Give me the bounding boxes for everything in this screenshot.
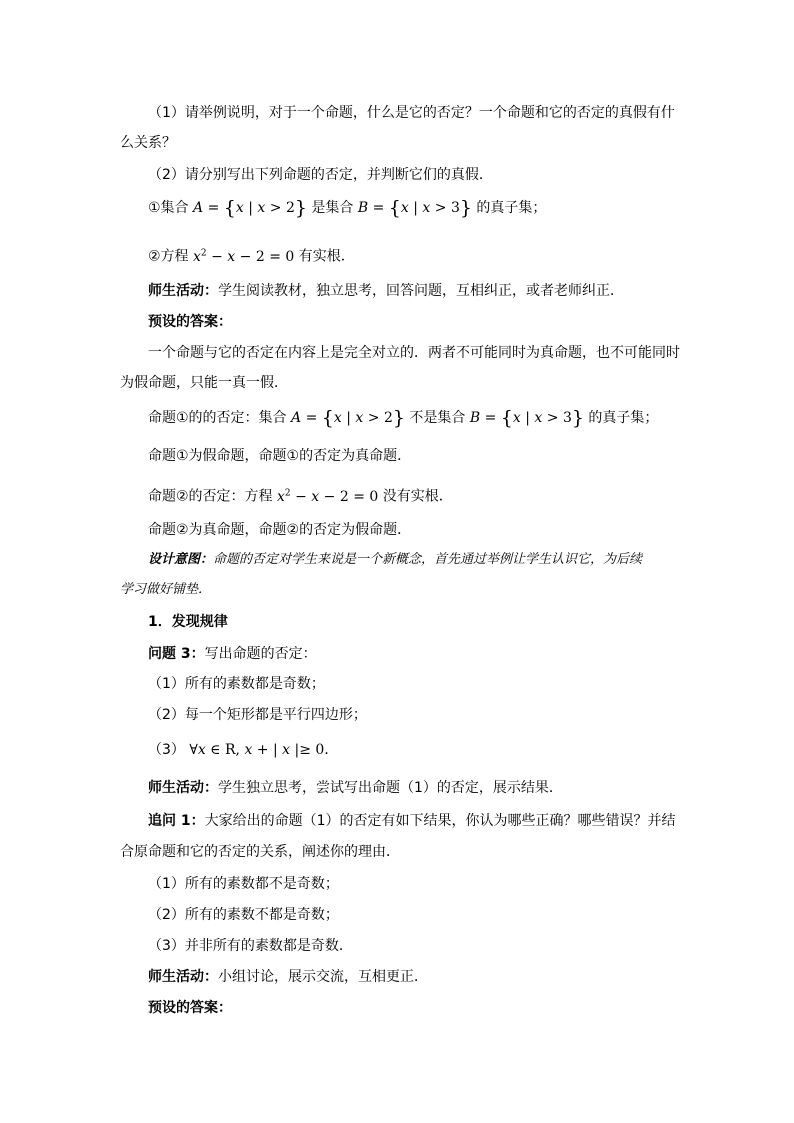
formula-set-a-2: A = {x | x > 2} bbox=[291, 407, 405, 429]
answer-line-2: 为假命题，只能一真一假． bbox=[120, 375, 288, 391]
follow-up-text: 大家给出的命题（1）的否定有如下结果，你认为哪些正确？哪些错误？并结 bbox=[204, 813, 676, 829]
design-intent-line-2: 学习做好铺垫． bbox=[120, 582, 212, 597]
negation-1-prefix: 命题①的的否定：集合 bbox=[148, 410, 287, 426]
formula-set-a: A = {x | x > 2} bbox=[193, 197, 307, 219]
item-1 bbox=[148, 199, 688, 217]
problem-item-3: （3） ∀x ∈ R, x + | x |≥ 0． bbox=[148, 742, 339, 758]
answer-line-1: 一个命题与它的否定在内容上是完全对立的．两者不可能同时为真命题，也不可能同时 bbox=[148, 345, 680, 361]
activity-2-label: 师生活动： bbox=[148, 780, 218, 796]
item-2 bbox=[148, 244, 688, 266]
formula-equation: $x^2 - x - 2 = 0$ bbox=[193, 248, 295, 265]
activity-1-text: 学生阅读教材，独立思考，回答问题，互相纠正，或者老师纠正． bbox=[218, 283, 624, 299]
result-2: （2）所有的素数不都是奇数； bbox=[148, 907, 339, 923]
truth-1: 命题①为假命题，命题①的否定为真命题． bbox=[148, 448, 412, 464]
item-1-mid: 是集合 bbox=[311, 200, 354, 216]
formula-forall: ∀x ∈ R, x + | x |≥ 0 bbox=[189, 742, 325, 758]
item-1-prefix: ①集合 bbox=[148, 200, 189, 216]
follow-up-line-1 bbox=[148, 812, 708, 830]
activity-3 bbox=[148, 968, 688, 986]
design-intent-label: 设计意图： bbox=[148, 552, 214, 567]
preset-answer-label-2: 预设的答案： bbox=[148, 1000, 232, 1016]
question-1-line-1: （1）请举例说明，对于一个命题，什么是它的否定？一个命题和它的否定的真假有什 bbox=[148, 105, 675, 121]
activity-3-text: 小组讨论，展示交流，互相更正． bbox=[218, 969, 428, 985]
problem-3 bbox=[148, 645, 688, 663]
formula-set-b-2: B = {x | x > 3} bbox=[469, 407, 584, 429]
problem-item-1: （1）所有的素数都是奇数； bbox=[148, 676, 325, 692]
design-intent-line-1 bbox=[148, 551, 688, 569]
follow-up-line-2: 合原命题和它的否定的关系，阐述你的理由． bbox=[120, 844, 400, 860]
problem-item-3-prefix: （3） bbox=[148, 742, 185, 758]
preset-answer-label-1: 预设的答案： bbox=[148, 314, 232, 330]
follow-up-label: 追问 1： bbox=[148, 813, 205, 829]
question-1-line-2: 么关系？ bbox=[120, 135, 176, 151]
negation-2-prefix: 命题②的否定：方程 bbox=[148, 488, 273, 505]
activity-1-label: 师生活动： bbox=[148, 283, 218, 299]
design-intent-text: 命题的否定对学生来说是一个新概念，首先通过举例让学生认识它，为后续 bbox=[213, 552, 643, 567]
negation-2-suffix: 没有实根． bbox=[382, 488, 453, 505]
problem-3-text: 写出命题的否定： bbox=[204, 646, 317, 662]
negation-2 bbox=[148, 484, 688, 506]
negation-1-suffix: 的真子集； bbox=[588, 410, 659, 426]
section-heading: 1．发现规律 bbox=[148, 614, 228, 630]
problem-item-2: （2）每一个矩形都是平行四边形； bbox=[148, 707, 367, 723]
activity-2 bbox=[148, 779, 688, 797]
item-2-suffix: 有实根． bbox=[298, 248, 355, 265]
item-2-prefix: ②方程 bbox=[148, 248, 189, 265]
activity-1 bbox=[148, 282, 688, 300]
item-1-suffix: 的真子集； bbox=[476, 200, 547, 216]
negation-1 bbox=[148, 409, 688, 427]
formula-set-b: B = {x | x > 3} bbox=[357, 197, 472, 219]
question-2: （2）请分别写出下列命题的否定，并判断它们的真假． bbox=[148, 167, 493, 183]
formula-equation-2: $x^2 - x - 2 = 0$ bbox=[277, 488, 379, 505]
activity-2-text: 学生独立思考，尝试写出命题（1）的否定，展示结果． bbox=[218, 780, 563, 796]
result-1: （1）所有的素数都不是奇数； bbox=[148, 876, 339, 892]
negation-1-mid: 不是集合 bbox=[409, 410, 466, 426]
result-3: （3）并非所有的素数都是奇数． bbox=[148, 938, 353, 954]
truth-2: 命题②为真命题，命题②的否定为假命题． bbox=[148, 522, 412, 538]
problem-3-label: 问题 3： bbox=[148, 646, 205, 662]
activity-3-label: 师生活动： bbox=[148, 969, 218, 985]
